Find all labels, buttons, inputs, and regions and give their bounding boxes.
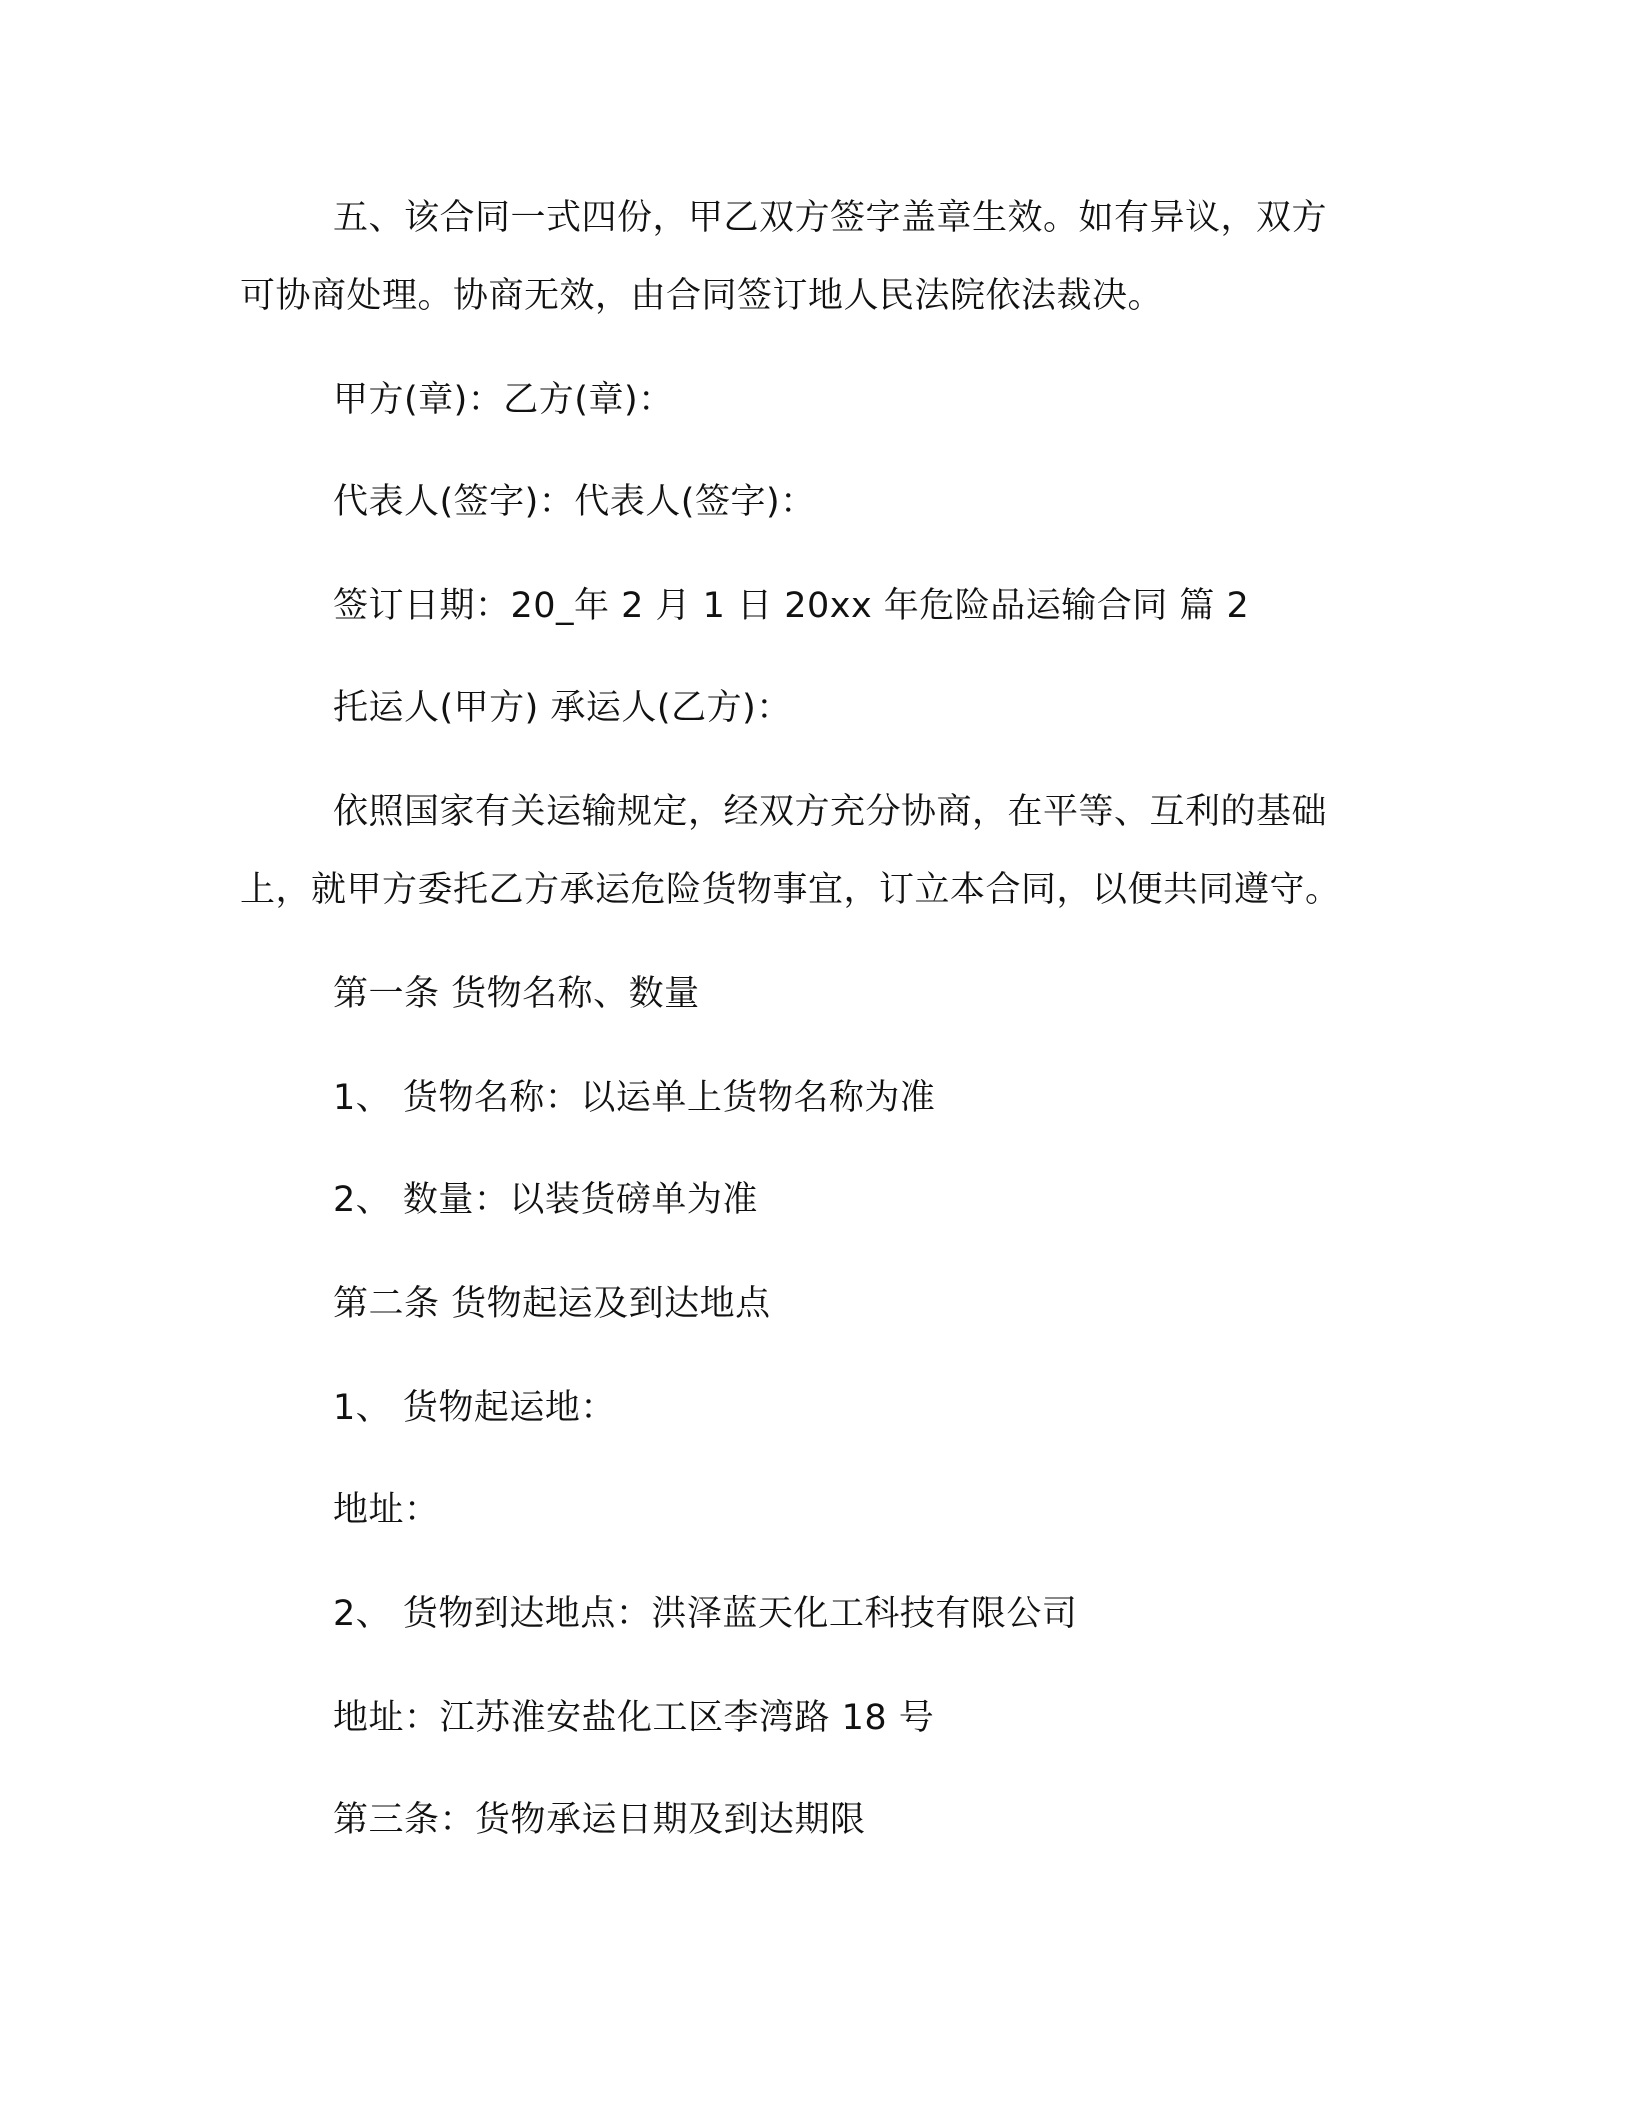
preamble-line-2: 上，就甲方委托乙方承运危险货物事宜，订立本合同，以便共同遵守。: [240, 870, 1341, 910]
goods-name-item: 1、 货物名称：以运单上货物名称为准: [333, 1078, 936, 1118]
origin-address-line: 地址：: [333, 1490, 440, 1530]
party-seal-line: 甲方(章)：乙方(章)：: [333, 380, 674, 420]
shipper-carrier-line: 托运人(甲方) 承运人(乙方)：: [333, 688, 792, 728]
representative-signature-line: 代表人(签字)：代表人(签字)：: [333, 482, 816, 522]
origin-item: 1、 货物起运地：: [333, 1388, 616, 1428]
signing-date-line: 签订日期：20_年 2 月 1 日 20xx 年危险品运输合同 篇 2: [333, 586, 1250, 626]
clause-five-line-2: 可协商处理。协商无效，由合同签订地人民法院依法裁决。: [240, 276, 1164, 316]
article-one-heading: 第一条 货物名称、数量: [333, 974, 700, 1014]
article-two-heading: 第二条 货物起运及到达地点: [333, 1284, 771, 1324]
article-three-heading: 第三条：货物承运日期及到达期限: [333, 1800, 866, 1840]
destination-address-line: 地址：江苏淮安盐化工区李湾路 18 号: [333, 1698, 935, 1738]
quantity-item: 2、 数量：以装货磅单为准: [333, 1180, 758, 1220]
preamble-line-1: 依照国家有关运输规定，经双方充分协商，在平等、互利的基础: [333, 792, 1328, 832]
destination-item: 2、 货物到达地点：洪泽蓝天化工科技有限公司: [333, 1594, 1078, 1634]
clause-five-line-1: 五、该合同一式四份，甲乙双方签字盖章生效。如有异议，双方: [333, 198, 1328, 238]
